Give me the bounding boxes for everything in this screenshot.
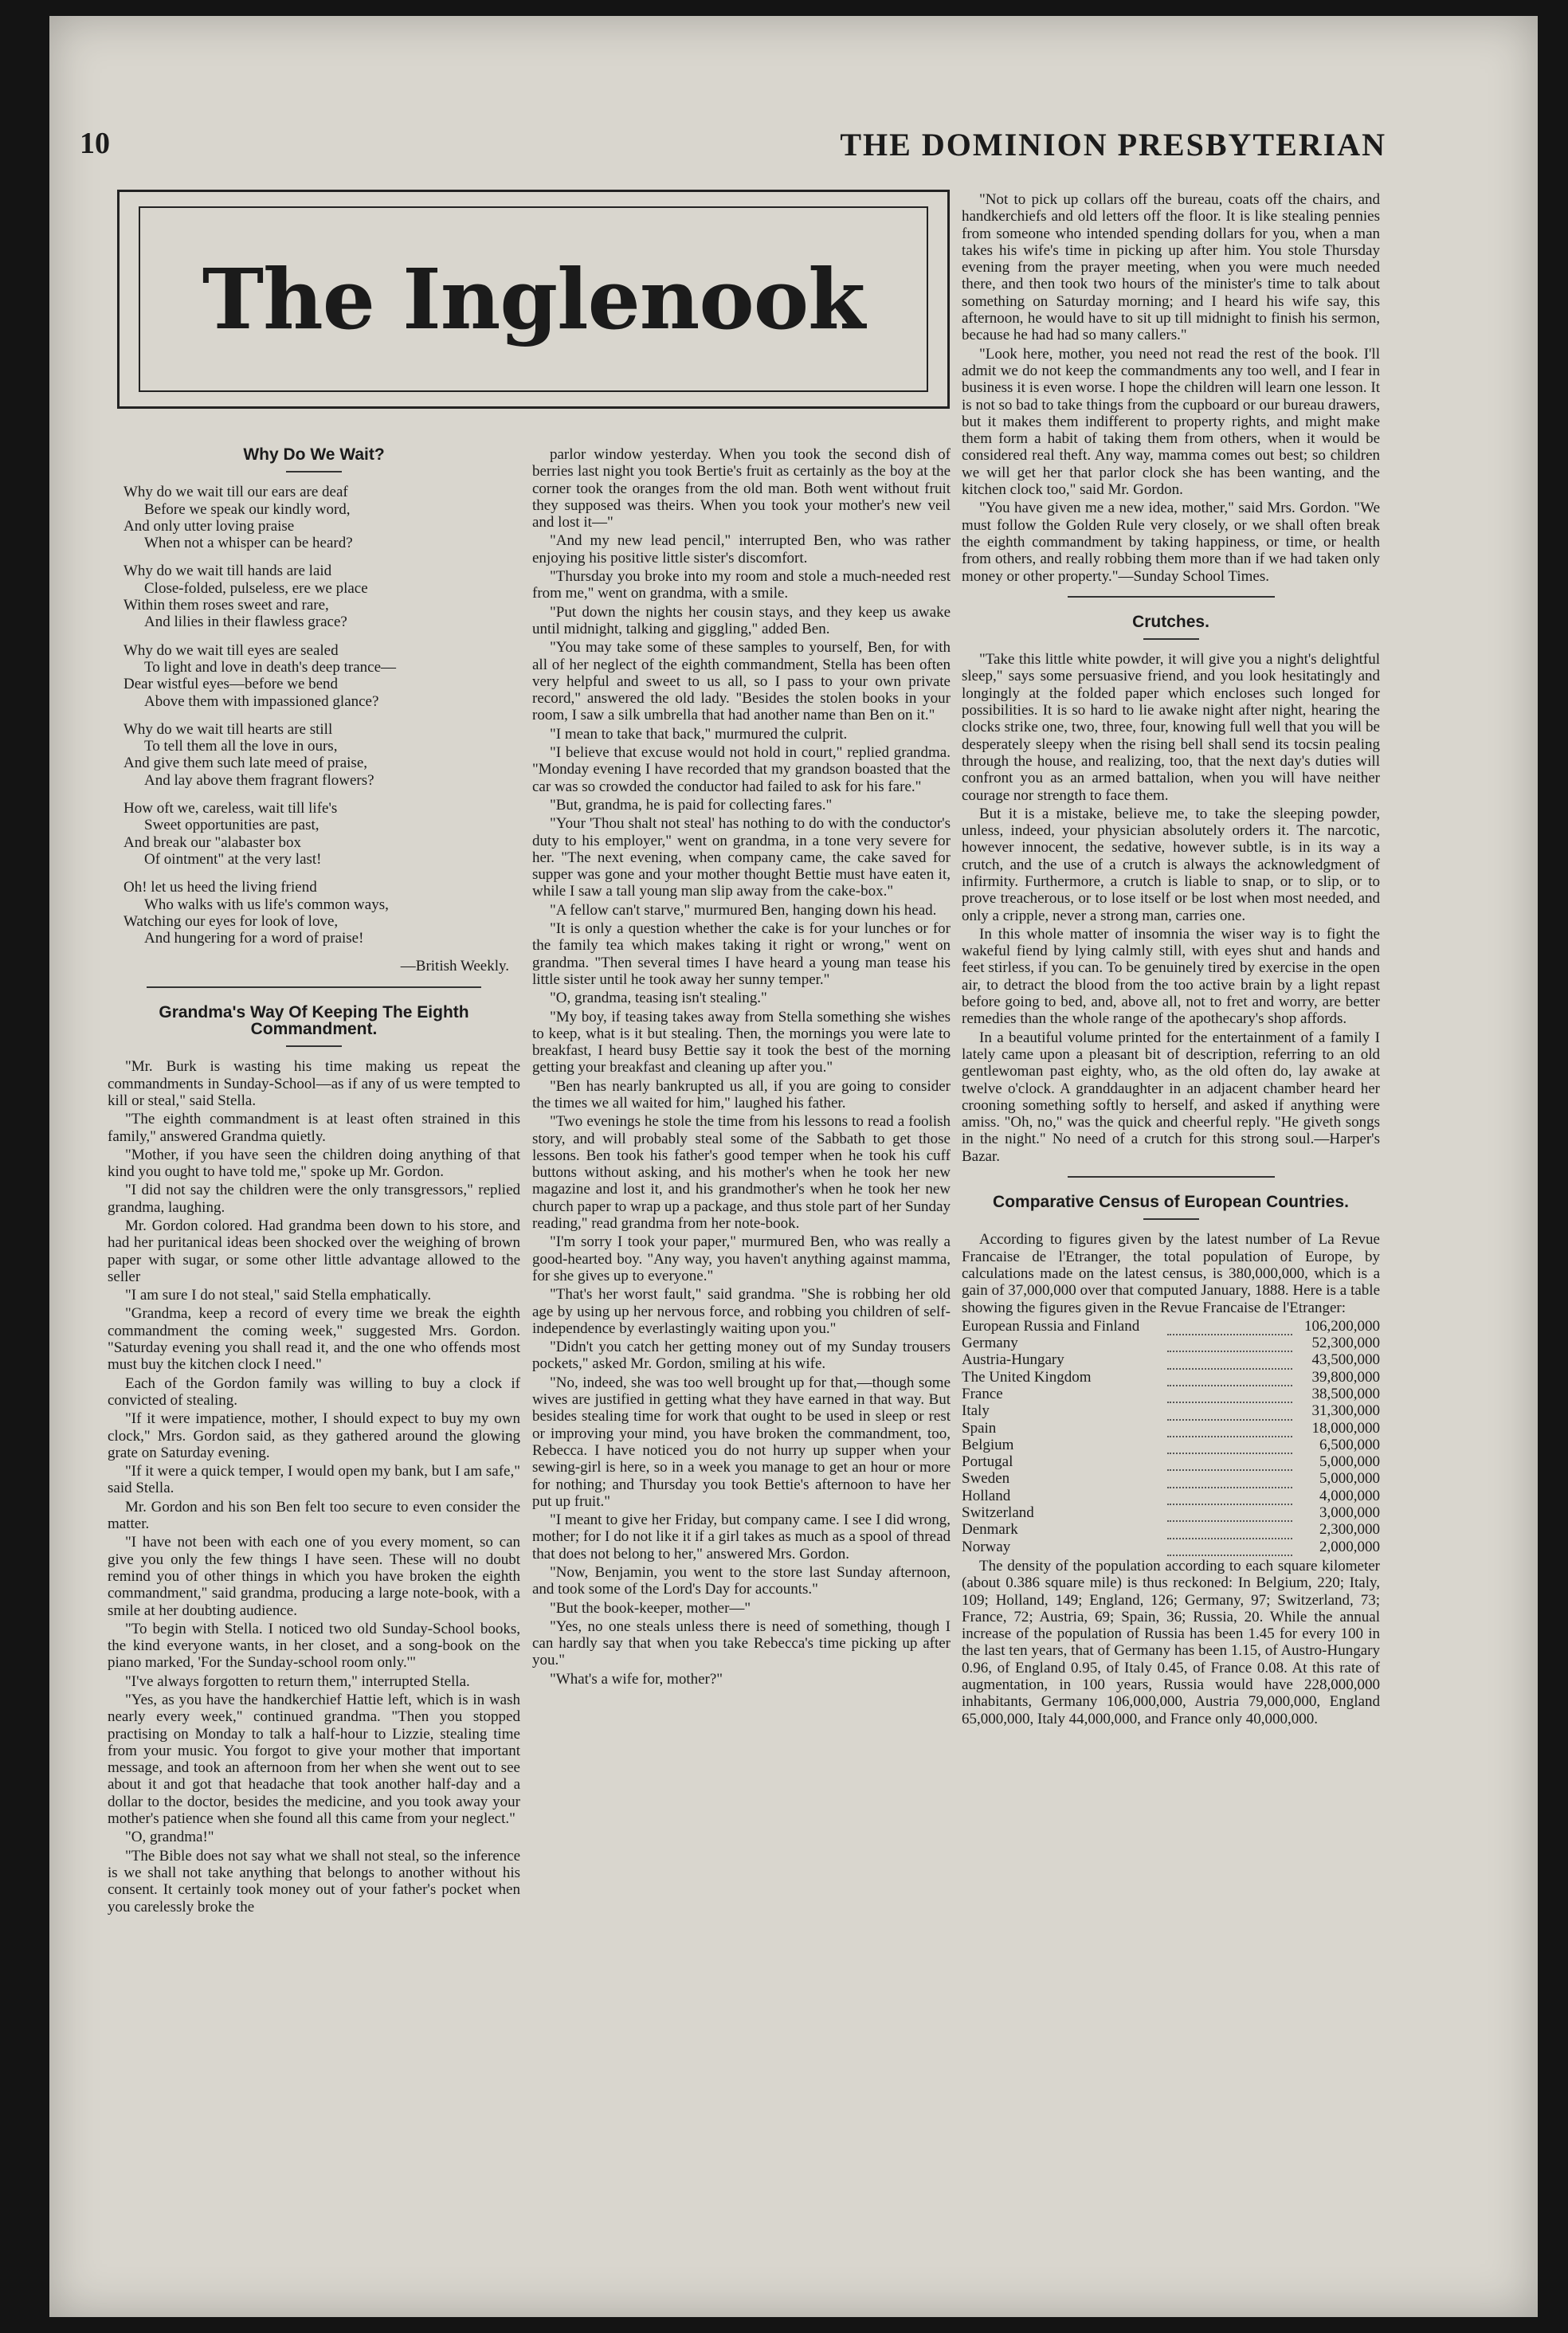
story-paragraph: "Mr. Burk is wasting his time making us repeat the commandments in Sunday-School—as if any of us were tempted to kill or steal," said Stella.: [108, 1058, 520, 1109]
column-1: [108, 446, 520, 1917]
story-paragraph: "Didn't you catch her getting money out of my Sunday trousers pockets," asked Mr. Gordon, smiling at his wife.: [532, 1339, 951, 1373]
leader-dots: [1167, 1318, 1293, 1335]
story-paragraph: "I mean to take that back," murmured the culprit.: [550, 725, 848, 743]
masthead: THE DOMINION PRESBYTERIAN: [840, 127, 1386, 163]
story-paragraph: "O, grandma!": [125, 1829, 214, 1846]
story-paragraph: "Your 'Thou shalt not steal' has nothing to do with the conductor's duty to his employer," went on grandma, in a tone very severe for her. "The next evening, when company came, the cake saved for supper was gone and your mother thought Bettie must have eaten it, while I saw a tall young man slip away from the cake-box.": [532, 815, 951, 900]
story-body-col3: [962, 191, 1380, 585]
poem-line: Why do we wait till eyes are sealed: [123, 641, 339, 659]
poem-stanza: [123, 484, 520, 551]
poem-line: And only utter loving praise: [123, 517, 295, 535]
story-paragraph: "I've always forgotten to return them," interrupted Stella.: [125, 1672, 470, 1690]
census-row: [962, 1470, 1380, 1487]
story-paragraph: "But, grandma, he is paid for collecting fares.": [550, 796, 833, 814]
census-row: [962, 1453, 1380, 1470]
census-country: Switzerland: [962, 1504, 1034, 1522]
story-paragraph: "Now, Benjamin, you went to the store last Sunday afternoon, and took some of the Lord's Day for accounts.": [532, 1564, 951, 1598]
census-row: [962, 1318, 1380, 1335]
story-paragraph: "Two evenings he stole the time from his lessons to read a foolish story, and will probably steal some of the Sabbath to get those lessons. Ben took his father's good temper when he took his cuff buttons without asking, and his mother's when he took her new magazine and lost it, and his grandmother's when he took her new church paper to wrap up a package, and thus stole part of her Sunday reading," read grandma from her note-book.: [532, 1113, 951, 1233]
story-paragraph: "If it were impatience, mother, I should expect to buy my own clock," Mrs. Gordon said, as they gathered around the glowing grate on Saturday evening.: [108, 1410, 520, 1461]
story-paragraph: "You have given me a new idea, mother," said Mrs. Gordon. "We must follow the Golden Rule very closely, or we shall often break the eighth commandment by taking happiness, or time, or health from others, and really robbing them more than if we had taken only money or other property."—Sunday School Times.: [962, 500, 1380, 585]
census-country: European Russia and Finland: [962, 1317, 1140, 1335]
poem-line: To light and love in death's deep trance—: [144, 658, 397, 676]
page-number: 10: [80, 127, 110, 160]
poem-stanza: [123, 563, 520, 630]
census-country: Austria-Hungary: [962, 1351, 1064, 1369]
poem-line: Watching our eyes for look of love,: [123, 912, 339, 930]
story-paragraph: "My boy, if teasing takes away from Stella something she wishes to keep, what is it but stealing. Then, the mornings you were late to breakfast, I heard busy Bettie say it took the best of the morning getting your breakfast and cleaning up after you.": [532, 1008, 951, 1076]
census-title: Comparative Census of European Countries.: [993, 1193, 1349, 1212]
section-divider: [147, 986, 481, 988]
page-header: [80, 120, 1386, 167]
poem-title: Why Do We Wait?: [243, 445, 385, 464]
story-paragraph: "Thursday you broke into my room and stole a much-needed rest from me," went on grandma, with a smile.: [532, 568, 951, 602]
poem-line: Within them roses sweet and rare,: [123, 597, 329, 614]
poem-line: Above them with impassioned glance?: [144, 692, 379, 710]
story-paragraph: "The Bible does not say what we shall not steal, so the inference is we shall not take anything that belongs to another without his consent. It certainly took money out of your father's pocket when you carelessly broke the: [108, 1847, 520, 1915]
census-population: 106,200,000: [1304, 1317, 1380, 1335]
section-divider: [1068, 1176, 1275, 1178]
census-country: Norway: [962, 1538, 1011, 1555]
title-rule: [286, 471, 342, 472]
story-paragraph: "If it were a quick temper, I would open my bank, but I am safe," said Stella.: [108, 1463, 520, 1497]
leader-dots: [1167, 1335, 1293, 1351]
census-row: [962, 1420, 1380, 1437]
crutches-paragraph: In a beautiful volume printed for the entertainment of a family I lately came upon a pleasant bit of description, referring to an old gentlewoman past eighty, who, as the old often do, lay awake at twelve o'clock. A granddaughter in an adjacent chamber heard her crooning something softly to herself, and asked if anything were amiss. "Oh, no," was the quick and cheerful reply. "He giveth songs in the night." No need of a crutch for this strong soul.—Harper's Bazar.: [962, 1029, 1380, 1165]
column-2: [532, 446, 951, 1689]
census-row: [962, 1335, 1380, 1351]
census-country: Sweden: [962, 1470, 1010, 1488]
story-paragraph: Each of the Gordon family was willing to buy a clock if convicted of stealing.: [108, 1374, 520, 1409]
poem-line: Before we speak our kindly word,: [144, 500, 351, 518]
poem-line: Why do we wait till hearts are still: [123, 720, 333, 738]
story-paragraph: "I did not say the children were the only transgressors," replied grandma, laughing.: [108, 1182, 520, 1216]
story-paragraph: "Look here, mother, you need not read the rest of the book. I'll admit we do not keep the commandments any too well, and I fear in business it is even worse. I hope the children will learn one lesson. It is not so bad to take things from the cupboard or our bureau drawers, but it makes them indifferent to property rights, and might make them form a habit of taking them from others, when it would be considered real theft. Any way, mamma comes out best; so children we will get her that parlor clock she has been wanting, and the kitchen clock too," said Mr. Gordon.: [962, 345, 1380, 499]
poem-line: And hungering for a word of praise!: [144, 930, 364, 947]
poem-line: And lay above them fragrant flowers?: [144, 771, 374, 789]
story-paragraph: "Ben has nearly bankrupted us all, if you are going to consider the times we all waited for him," laughed his father.: [532, 1077, 951, 1112]
poem-line: Dear wistful eyes—before we bend: [123, 676, 339, 693]
title-rule: [1143, 638, 1199, 640]
poem-line: Why do we wait till hands are laid: [123, 563, 332, 580]
poem-stanza: [123, 879, 520, 947]
story-paragraph: "Not to pick up collars off the bureau, coats off the chairs, and handkerchiefs and old letters off the floor. It is like stealing pennies from someone who intended spending dollars for you, when a man takes his wife's time in picking up after him. You stole Thursday evening from the prayer meeting, when you were much needed there, and then took two hours of the minister's time to talk about something on Saturday morning; and I heard his wife say, this afternoon, he would have to sit up till midnight to finish his sermon, because he had had so many callers.": [962, 191, 1380, 344]
story-paragraph: "Yes, no one steals unless there is need of something, though I can hardly say that when you take Rebecca's time picking up after you.": [532, 1617, 951, 1669]
story-body-col2: [532, 446, 951, 1688]
poem-line: Oh! let us heed the living friend: [123, 879, 317, 896]
census-country: France: [962, 1386, 1003, 1402]
poem-stanza: [123, 721, 520, 789]
census-population: 4,000,000: [1319, 1487, 1380, 1504]
census-outro: The density of the population according to each square kilometer (about 0.386 square mile) is thus reckoned: In Belgium, 220; Italy, 109; Holland, 149; England, 126; Germany, 97; Switzerland, 73; France, 72; Austria, 69; Spain, 36; Russia, 20. While the annual increase of the population of Russia has been 1.45 for every 100 in the last ten years, that of Germany has been 1.15, of Austro-Hungary 0.96, of England 0.95, of Italy 0.45, of France 0.08. At this rate of augmentation, in 100 years, Russia would have 228,000,000 inhabitants, Germany 106,000,000, Austria 79,000,000, England 65,000,000, Italy 44,000,000, and France only 40,000,000.: [962, 1557, 1380, 1727]
census-population: 43,500,000: [1311, 1351, 1380, 1369]
story-paragraph: "You may take some of these samples to yourself, Ben, for with all of her neglect of the eighth commandment, Stella has been often very helpful and sweet to us all, so I pass to your own private record," answered the old lady. "Besides the stolen books in your room, I saw a silk umbrella that had another name than Ben on it.": [532, 639, 951, 724]
census-row: [962, 1402, 1380, 1419]
leader-dots: [1167, 1351, 1293, 1368]
crutches-body: [962, 651, 1380, 1165]
census-population: 5,000,000: [1319, 1453, 1380, 1471]
census-population: 5,000,000: [1319, 1470, 1380, 1488]
poem-line: Of ointment" at the very last!: [144, 850, 322, 868]
census-row: [962, 1539, 1380, 1555]
census-country: Belgium: [962, 1436, 1014, 1453]
census-country: Denmark: [962, 1521, 1018, 1539]
story-paragraph: "It is only a question whether the cake is for your lunches or for the family tea which makes taking it right or wrong," went on grandma. "Then several times I have heard a young man tease his little sister until he took away her sunny temper.": [532, 920, 951, 988]
story-paragraph: "Yes, as you have the handkerchief Hattie left, which is in wash nearly every week," continued grandma. "Then you stopped practising on Monday to talk a half-hour to Lizzie, stealing time from your music. You forgot to give your mother that important message, and took an afternoon from her when she went out to see about it and got that headache that took another half-day and a dollar to the doctor, besides the medicine, and you took away your mother's patience when she found all this came from your neglect.": [108, 1692, 520, 1828]
story-paragraph: "O, grandma, teasing isn't stealing.": [550, 990, 767, 1007]
leader-dots: [1167, 1470, 1293, 1487]
leader-dots: [1167, 1453, 1293, 1470]
story-paragraph: "I meant to give her Friday, but company came. I see I did wrong, mother; for I do not like it if a girl takes as much as a spool of thread that does not belong to her," answered Mrs. Gordon.: [532, 1512, 951, 1563]
census-row: [962, 1351, 1380, 1368]
poem-line: Who walks with us life's common ways,: [144, 896, 389, 913]
census-row: [962, 1504, 1380, 1521]
poem-line: Sweet opportunities are past,: [144, 817, 319, 834]
leader-dots: [1167, 1539, 1293, 1555]
story-paragraph: "Grandma, keep a record of every time we break the eighth commandment the coming week," suggested Mrs. Gordon. "Saturday evening you shall read it, and the one who offends most must buy the kitchen clock I need.": [108, 1305, 520, 1374]
story-paragraph: "Put down the nights her cousin stays, and they keep us awake until midnight, talking and giggling," added Ben.: [532, 603, 951, 637]
leader-dots: [1167, 1386, 1293, 1402]
poem-line: To tell them all the love in ours,: [144, 738, 338, 755]
poem-line: Why do we wait till our ears are deaf: [123, 484, 348, 501]
census-population: 18,000,000: [1311, 1419, 1380, 1437]
census-population: 39,800,000: [1311, 1368, 1380, 1386]
title-rule: [286, 1045, 342, 1047]
story-paragraph: "To begin with Stella. I noticed two old Sunday-School books, the kind everyone wants, in her closet, and a song-book on the piano marked, 'For the Sunday-school room only.'": [108, 1620, 520, 1672]
census-row: [962, 1386, 1380, 1402]
census-population: 38,500,000: [1311, 1386, 1380, 1402]
census-country: Portugal: [962, 1453, 1013, 1471]
story-paragraph: "Mother, if you have seen the children doing anything of that kind you ought to have told me," spoke up Mr. Gordon.: [108, 1146, 520, 1181]
banner-frame: [139, 206, 928, 392]
census-population: 2,000,000: [1319, 1538, 1380, 1555]
crutches-paragraph: But it is a mistake, believe me, to take the sleeping powder, unless, indeed, your physician absolutely orders it. The narcotic, however innocent, the sedative, however subtle, is in its way a crutch, and the use of a crutch is always the acknowledgment of infirmity. Furthermore, a crutch is liable to snap, or to slip, or to prove treacherous, or to lose itself or be lost when most needed, and only a cripple, never a strong man, carries one.: [962, 805, 1380, 924]
census-population: 6,500,000: [1319, 1436, 1380, 1453]
section-divider: [1068, 596, 1275, 598]
census-row: [962, 1369, 1380, 1386]
census-population: 2,300,000: [1319, 1521, 1380, 1539]
story-paragraph: Mr. Gordon and his son Ben felt too secure to even consider the matter.: [108, 1498, 520, 1533]
leader-dots: [1167, 1504, 1293, 1521]
leader-dots: [1167, 1402, 1293, 1419]
census-table: [962, 1318, 1380, 1556]
story-paragraph: "I'm sorry I took your paper," murmured Ben, who was really a good-hearted boy. "Any way, you haven't anything against mamma, for she gives up to everyone.": [532, 1233, 951, 1284]
story-title: Grandma's Way Of Keeping The Eighth Commandment.: [159, 1002, 469, 1039]
census-population: 31,300,000: [1311, 1402, 1380, 1420]
title-rule: [1143, 1218, 1199, 1220]
poem-line: And break our "alabaster box: [123, 833, 302, 851]
census-intro: According to figures given by the latest number of La Revue Francaise de l'Etranger, the total population of Europe, by calculations made on the latest census, is 380,000,000, which is a gain of 37,000,000 over that computed January, 1888. Here is a table showing the figures given in the Revue Francaise de l'Etranger:: [962, 1231, 1380, 1316]
leader-dots: [1167, 1437, 1293, 1453]
poem-stanza: [123, 642, 520, 710]
section-banner: [117, 190, 950, 409]
census-population: 3,000,000: [1319, 1504, 1380, 1522]
poem-line: Close-folded, pulseless, ere we place: [144, 579, 368, 597]
crutches-paragraph: "Take this little white powder, it will give you a night's delightful sleep," says some persuasive friend, and you look hesitatingly and longingly at the folded paper which encloses such longed for possibilities. It is so hard to lie awake night after night, hearing the clocks strike one, two, three, four, knowing full well that you will be desperately sleepy when the rising bell shall send its tocsin pealing through the house, and realizing, too, that the next day's duties will confront you as an armed battalion, when you will have neither courage nor strength to face them.: [962, 651, 1380, 804]
leader-dots: [1167, 1488, 1293, 1504]
census-row: [962, 1437, 1380, 1453]
census-country: Holland: [962, 1487, 1011, 1504]
crutches-paragraph: In this whole matter of insomnia the wiser way is to fight the wakeful fiend by lying calmly still, with eyes shut and hands and feet stirless, if you can. To be genuinely tired by exercise in the open air, to detract the blood from the too active brain by a light repast before going to bed, and, above all, not to fret and worry, are better remedies than the whole range of the apothecary's shop affords.: [962, 925, 1380, 1028]
census-country: The United Kingdom: [962, 1368, 1092, 1386]
poem-line: And lilies in their flawless grace?: [144, 614, 347, 631]
leader-dots: [1167, 1369, 1293, 1386]
story-paragraph: "I have not been with each one of you every moment, so can give you only the few things I have seen. These will no doubt remind you of other things in which you have broken the eighth commandment," said grandma, producing a large note-book, with a smile at her doubting audience.: [108, 1534, 520, 1619]
story-paragraph: "But the book-keeper, mother—": [550, 1599, 751, 1617]
story-paragraph: "The eighth commandment is at least often strained in this family," answered Grandma quietly.: [108, 1111, 520, 1145]
story-body-col1: [108, 1058, 520, 1915]
story-paragraph: "And my new lead pencil," interrupted Ben, who was rather enjoying his positive little sister's discomfort.: [532, 532, 951, 567]
poem-line: How oft we, careless, wait till life's: [123, 800, 338, 818]
census-row: [962, 1521, 1380, 1538]
story-paragraph: "What's a wife for, mother?": [550, 1670, 723, 1688]
story-paragraph: "No, indeed, she was too well brought up for that,—though some wives are justified in getting what they have earned in that way. But besides stealing time for work that ought to be used in sleep or rest or improving your mind, you have broken the commandment, too, Rebecca. I have noticed you do not hurry up supper when your sewing-girl is here, so in a week you manage to get an hour or more for nothing; and Thursday you took Bettie's afternoon to have her put up fruit.": [532, 1374, 951, 1510]
poem-stanza: [123, 800, 520, 868]
census-country: Spain: [962, 1419, 997, 1437]
poem-line: And give them such late meed of praise,: [123, 755, 368, 772]
crutches-title: Crutches.: [1132, 612, 1209, 631]
poem-line: When not a whisper can be heard?: [144, 535, 353, 552]
section-title: The Inglenook: [202, 250, 865, 348]
leader-dots: [1167, 1420, 1293, 1437]
story-paragraph: Mr. Gordon colored. Had grandma been down to his store, and had her puritanical ideas been shocked over the weighing of brown paper with sugar, or some other little advantage allowed to the seller: [108, 1217, 520, 1285]
story-paragraph: "A fellow can't starve," murmured Ben, hanging down his head.: [550, 901, 937, 919]
census-country: Italy: [962, 1402, 990, 1420]
story-paragraph: "That's her worst fault," said grandma. "She is robbing her old age by using up her nervous force, and robbing you children of self-independence by everlastingly waiting upon you.": [532, 1286, 951, 1337]
story-paragraph: "I am sure I do not steal," said Stella emphatically.: [125, 1287, 432, 1304]
story-paragraph: "I believe that excuse would not hold in court," replied grandma. "Monday evening I have recorded that my grandson boasted that the car was so crowded the conductor had failed to ask for his fare.": [532, 744, 951, 795]
census-row: [962, 1488, 1380, 1504]
poem-attribution: —British Weekly.: [400, 958, 509, 975]
story-paragraph: parlor window yesterday. When you took the second dish of berries last night you took Bertie's fruit as certainly as the boy at the corner took the oranges from the old man. Both went without fruit they supposed was theirs. When you took your mother's new veil and lost it—": [532, 446, 951, 531]
poem-body: [108, 484, 520, 947]
census-country: Germany: [962, 1335, 1018, 1352]
column-3: [962, 191, 1380, 1729]
census-population: 52,300,000: [1311, 1335, 1380, 1352]
leader-dots: [1167, 1521, 1293, 1538]
